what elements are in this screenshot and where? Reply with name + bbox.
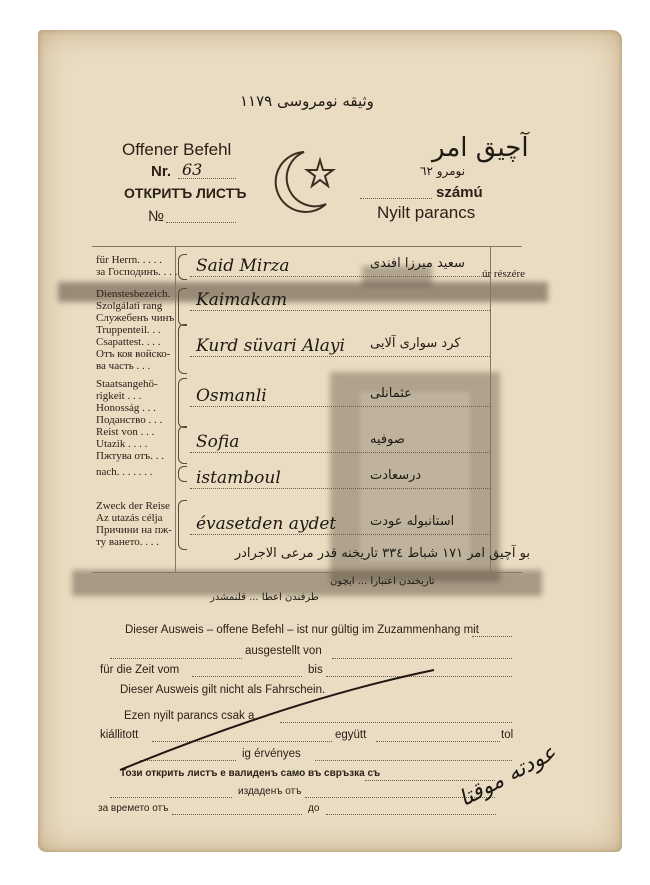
ottoman-line-3: طرفندن اعطا ... قلنمشدر — [210, 592, 319, 603]
field-bracket — [178, 254, 187, 280]
body-line-6c: tol — [501, 729, 514, 741]
field-value-ottoman: درسعادت — [370, 468, 422, 483]
nomro-ottoman: نومرو ٦٢ — [420, 164, 466, 178]
field-value-ottoman: كرد سوارى آلايى — [370, 336, 461, 351]
field-value-ottoman: صوفيه — [370, 432, 405, 447]
field-value-ottoman: سعيد ميرزا افندى — [370, 256, 465, 271]
body-line-1: Dieser Ausweis – offene Befehl – ist nur gültig im Zuzammenhang mit — [125, 624, 479, 636]
cancel-strike-line — [118, 664, 438, 779]
body-line-7: ig érvényes — [242, 748, 301, 760]
field-bracket — [178, 426, 187, 464]
body-line-10a: за времето отъ — [98, 803, 169, 814]
crescent-star-emblem — [270, 148, 340, 214]
field-bracket — [178, 500, 187, 550]
body-line-9: издаденъ отъ — [238, 786, 302, 797]
field-label: Dienstesbezeich. — [96, 288, 171, 300]
ottoman-line-2: تاريخندن اعتبارا ... ايچون — [330, 576, 435, 587]
field-value: évasetden aydet — [196, 514, 337, 534]
field-label: Пжтува отъ. . . — [96, 450, 164, 462]
field-label: für Herrn. . . . . — [96, 254, 162, 266]
field-value-ottoman: استانبوله عودت — [370, 514, 455, 529]
field-value: Kaimakam — [196, 290, 288, 310]
field-value: Said Mirza — [196, 256, 290, 276]
szamu-label: számú — [436, 184, 483, 201]
field-label: Поданство . . . — [96, 414, 163, 426]
body-line-8: Този открить листъ е валиденъ само въ свръзка съ — [120, 768, 381, 779]
field-suffix: úr részére — [482, 268, 526, 280]
field-bracket — [178, 288, 187, 326]
field-label: Csapattest. . . . — [96, 336, 161, 348]
ottoman-serial: وثيقه نومروسى ١١٧٩ — [240, 92, 374, 110]
field-label: Honosság . . . — [96, 402, 156, 414]
title-ottoman: آچيق امر — [432, 133, 529, 163]
field-label: Причини на пж- — [96, 524, 172, 536]
field-value: istamboul — [196, 468, 281, 488]
field-label: Truppenteil. . . — [96, 324, 161, 336]
body-line-6b: együtt — [335, 729, 367, 741]
body-line-3a: für die Zeit vom — [100, 664, 180, 676]
nr-value: 63 — [182, 160, 203, 179]
body-line-5: Ezen nyilt parancs csak a — [124, 710, 255, 722]
field-label: ту ването. . . . — [96, 536, 160, 548]
field-value: Sofia — [196, 432, 240, 452]
field-bracket — [178, 324, 187, 374]
field-label: Reist von . . . — [96, 426, 155, 438]
field-bracket — [178, 466, 187, 482]
field-label: Служебенъ чинъ — [96, 312, 175, 324]
body-line-6a: kiállitott — [100, 729, 139, 741]
field-value: Kurd süvari Alayi — [196, 336, 345, 356]
title-hungarian: Nyilt parancs — [377, 203, 476, 222]
body-line-3b: bis — [308, 664, 323, 676]
field-label: Staatsangehö- — [96, 378, 158, 390]
field-label: Zweck der Reise — [96, 500, 170, 512]
field-value: Osmanli — [196, 386, 267, 406]
field-value-ottoman: عثمانلى — [370, 386, 412, 401]
title-russian: ОТКРИТЪ ЛИСТЪ — [124, 185, 247, 201]
field-label: Utazik . . . . — [96, 438, 148, 450]
nr-label: Nr. — [151, 163, 172, 180]
body-line-10b: до — [308, 803, 320, 814]
field-label: nach. . . . . . . — [96, 466, 153, 478]
field-label: ва часть . . . — [96, 360, 151, 372]
field-label: rigkeit . . . — [96, 390, 142, 402]
field-label: за Господинъ. . . . — [96, 266, 178, 278]
title-german: Offener Befehl — [122, 140, 232, 159]
ottoman-line-1: بو آچيق امر ١٧١ شباط ٣٣٤ تاريخنه قدر مرعى الاجرادر — [234, 546, 530, 561]
field-label: Szolgálati rang — [96, 300, 163, 312]
field-label: Az utazás célja — [96, 512, 163, 524]
no-label: № — [148, 208, 165, 225]
body-line-4: Dieser Ausweis gilt nicht als Fahrschein. — [120, 684, 326, 696]
field-label: Отъ коя войско- — [96, 348, 171, 360]
body-line-2: ausgestellt von — [245, 645, 322, 657]
handwritten-note: ﻋﻮﺩﺗﻪ ﻣﻮﻗﺘﺎ — [455, 740, 561, 813]
field-bracket — [178, 378, 187, 428]
